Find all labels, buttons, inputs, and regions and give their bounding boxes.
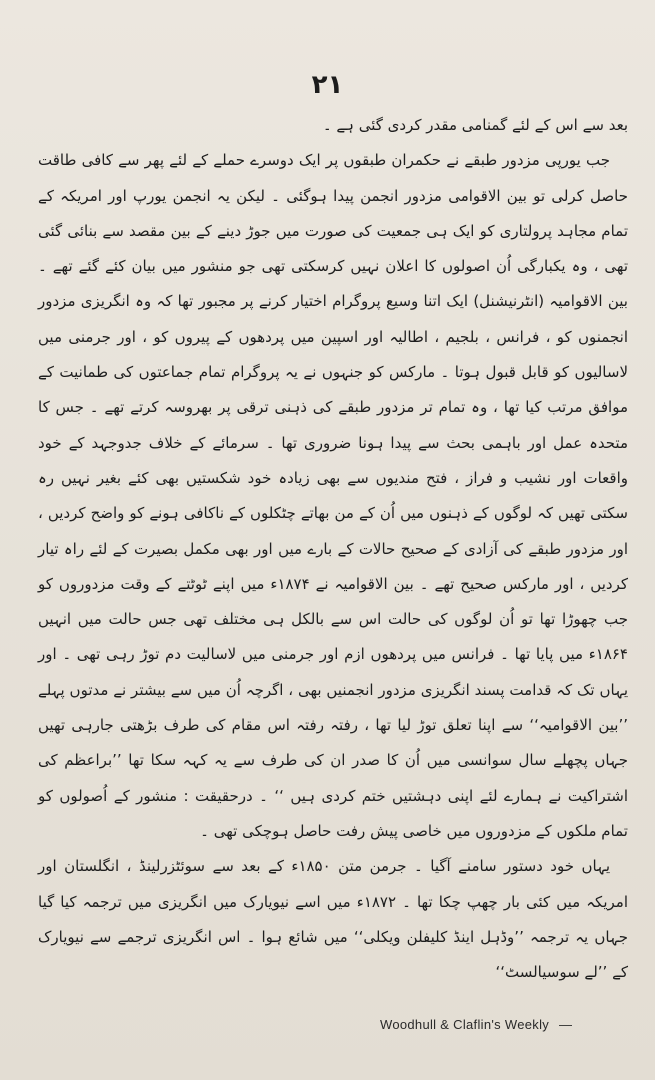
footnote bbox=[380, 1017, 655, 1032]
footnote-text: Woodhull & Claflin's Weekly bbox=[380, 1017, 550, 1032]
footnote-dash: — bbox=[558, 1017, 573, 1032]
page-number: ۲۱ bbox=[311, 70, 344, 100]
paragraph-1: بعد سے اس کے لئے گمنامی مقدر کردی گئی ہے ۔ bbox=[322, 116, 628, 134]
paragraph-2: جب یورپی مزدور طبقے نے حکمران طبقوں پر ایک دوسرے حملے کے لئے پھر سے کافی طاقت حاصل کرلی تو بین الاقوامی مزدور انجمن پیدا ہوگئی ۔ لیکن یہ انجمن یورپ اور امریکہ کے تمام مجاہد پرولتاری کو ایک ہی جمعیت کی صورت میں جوڑ دینے کے بین مقصد سے بنائی گئی تھی ، وہ یکبارگی اُن اصولوں کا اعلان نہیں کرسکتی تھی جو منشور میں بیان کئے گئے تھے ۔ بین الاقوامیہ (انٹرنیشنل) ایک اتنا وسیع پروگرام اختیار کرنے پر مجبور تھا کہ وہ انگریزی مزدور انجمنوں کو ، فرانس ، بلجیم ، اطالیہ اور اسپین میں پردھوں کے پیروں کو ، اور جرمنی میں لاسالیوں کو قابل قبول ہوتا ۔ مارکس کو جنہوں نے یہ پروگرام تمام جماعتوں کی طمانیت کے موافق مرتب کیا تھا ، وہ تمام تر مزدور طبقے کی ذہنی ترقی پر بھروسہ کرتے تھے ۔ جس کا متحدہ عمل اور باہمی بحث سے پیدا ہونا ضروری تھا ۔ سرمائے کے خلاف جدوجہد کے خود واقعات اور نشیب و فراز ، فتح مندیوں سے بھی زیادہ خود شکستیں بھی کئے بغیر نہیں رہ سکتی تھیں کہ لوگوں کے ذہنوں میں اُن کے من بھاتے چٹکلوں کے ناکافی ہونے کو واضح کردیں ، اور مزدور طبقے کی آزادی کے صحیح حالات کے بارے میں اور بھی مکمل بصیرت کے لئے راہ تیار کردیں ، اور مارکس صحیح تھے ۔ بین الاقوامیہ نے ۱۸۷۴ء میں اپنے ٹوٹتے کے وقت مزدوروں کو جب چھوڑا تھا تو اُن لوگوں کی حالت اس سے بالکل ہی مختلف تھی جس حالت میں انہیں ۱۸۶۴ء میں پایا تھا ۔ فرانس میں پردھوں ازم اور جرمنی میں لاسالیت دم توڑ رہی تھی ۔ اور یہاں تک کہ قدامت پسند انگریزی مزدور انجمنیں بھی ، اگرچہ اُن میں سے بیشتر نے مدتوں پہلے ’’بین الاقوامیہ‘‘ سے اپنا تعلق توڑ لیا تھا ، رفتہ رفتہ اس مقام کی طرف بڑھتی جارہی تھیں جہاں پچھلے سال سوانسی میں اُن کا صدر ان کی طرف سے یہ کہہ سکا تھا ’’براعظم کی اشتراکیت نے ہمارے لئے اپنی دہشتیں ختم کردی ہیں ‘‘ ۔ درحقیقت : منشور کے اُصولوں کو تمام ملکوں کے مزدوروں میں خاصی پیش رفت حاصل ہوچکی تھی ۔ bbox=[38, 151, 628, 840]
paragraph-3: یہاں خود دستور سامنے آگیا ۔ جرمن متن ۱۸۵۰ء کے بعد سے سوئٹزرلینڈ ، انگلستان اور امریکہ میں کئی بار چھپ چکا تھا ۔ ۱۸۷۲ء میں اسے نیویارک میں انگریزی میں ترجمہ کیا گیا جہاں یہ ترجمہ ’’وڈہل اینڈ کلیفلن ویکلی‘‘ میں شائع ہوا ۔ اس انگریزی ترجمے سے نیویارک کے ’’لے سوسیالسٹ‘‘ bbox=[38, 857, 628, 982]
body-text bbox=[38, 108, 628, 990]
